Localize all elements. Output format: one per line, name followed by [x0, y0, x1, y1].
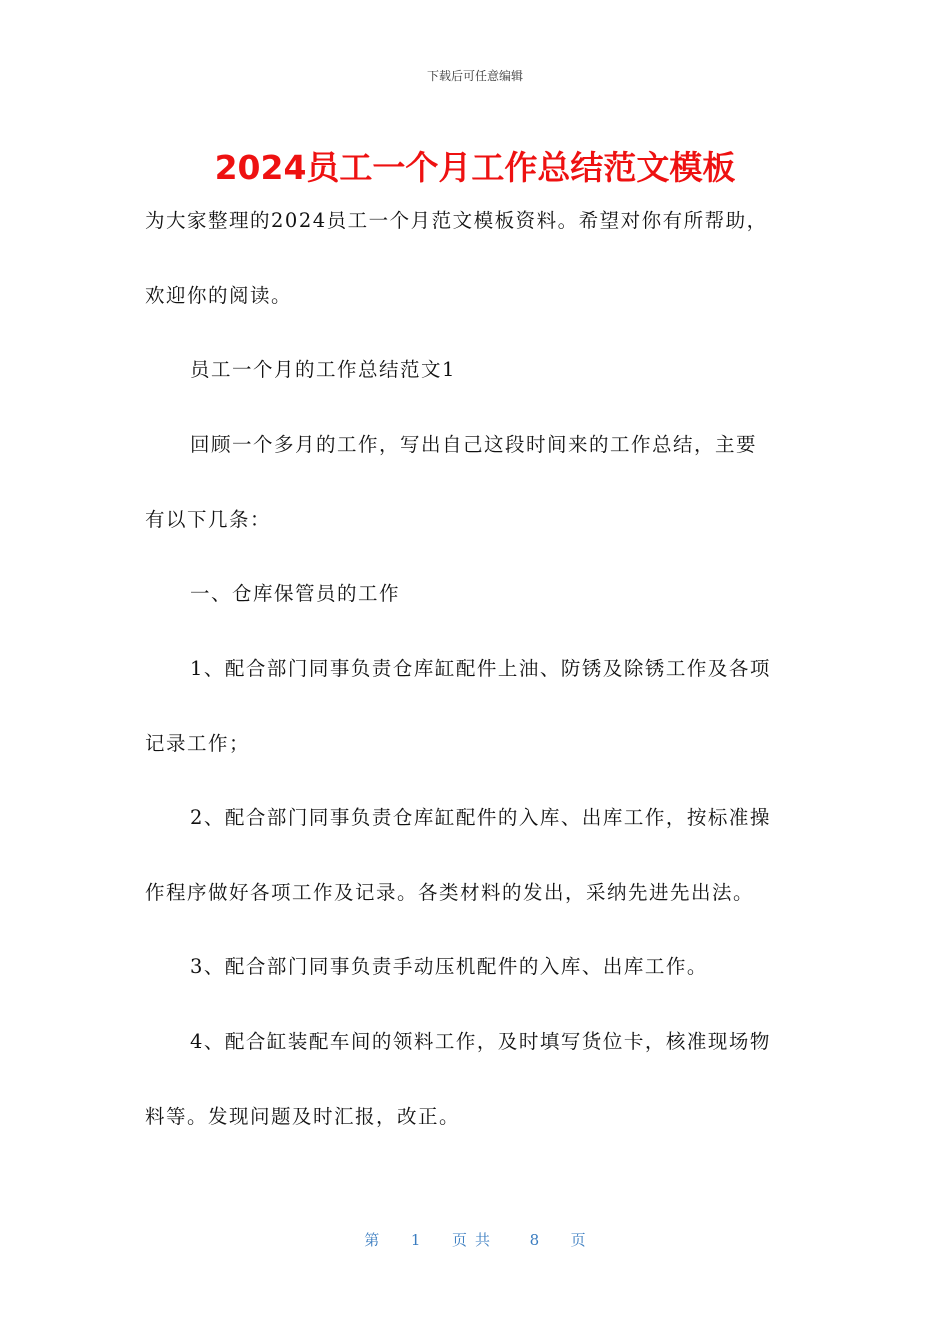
footer-page-prefix: 第 [364, 1231, 380, 1249]
list-item-continuation: 料等。发现问题及时汇报，改正。 [145, 1105, 461, 1128]
list-item: 1、配合部门同事负责仓库缸配件上油、防锈及除锈工作及各项 [190, 657, 771, 680]
paragraph-line: 为大家整理的2024员工一个月范文模板资料。希望对你有所帮助， [145, 209, 768, 232]
list-item-continuation: 作程序做好各项工作及记录。各类材料的发出，采纳先进先出法。 [145, 881, 755, 904]
document-title: 2024员工一个月工作总结范文模板 [214, 148, 736, 187]
section-heading: 员工一个月的工作总结范文1 [190, 358, 456, 381]
header-note: 下载后可任意编辑 [426, 69, 523, 83]
footer-page-suffix: 页 [570, 1231, 586, 1249]
list-item-continuation: 记录工作； [145, 732, 251, 755]
list-item: 4、配合缸装配车间的领料工作，及时填写货位卡，核准现场物 [190, 1030, 771, 1053]
footer-total-pages: 8 [529, 1231, 540, 1249]
paragraph-line: 欢迎你的阅读。 [145, 284, 293, 307]
paragraph-line: 有以下几条： [145, 508, 272, 531]
footer-page-number: 1 [410, 1231, 421, 1249]
list-item: 3、配合部门同事负责手动压机配件的入库、出库工作。 [190, 955, 708, 978]
footer-page-middle: 页共 [451, 1231, 498, 1249]
list-item: 2、配合部门同事负责仓库缸配件的入库、出库工作，按标准操 [190, 806, 771, 829]
paragraph-line: 回顾一个多月的工作，写出自己这段时间来的工作总结，主要 [190, 433, 758, 456]
subsection-heading: 一、仓库保管员的工作 [190, 582, 401, 605]
page-footer [0, 1229, 950, 1250]
